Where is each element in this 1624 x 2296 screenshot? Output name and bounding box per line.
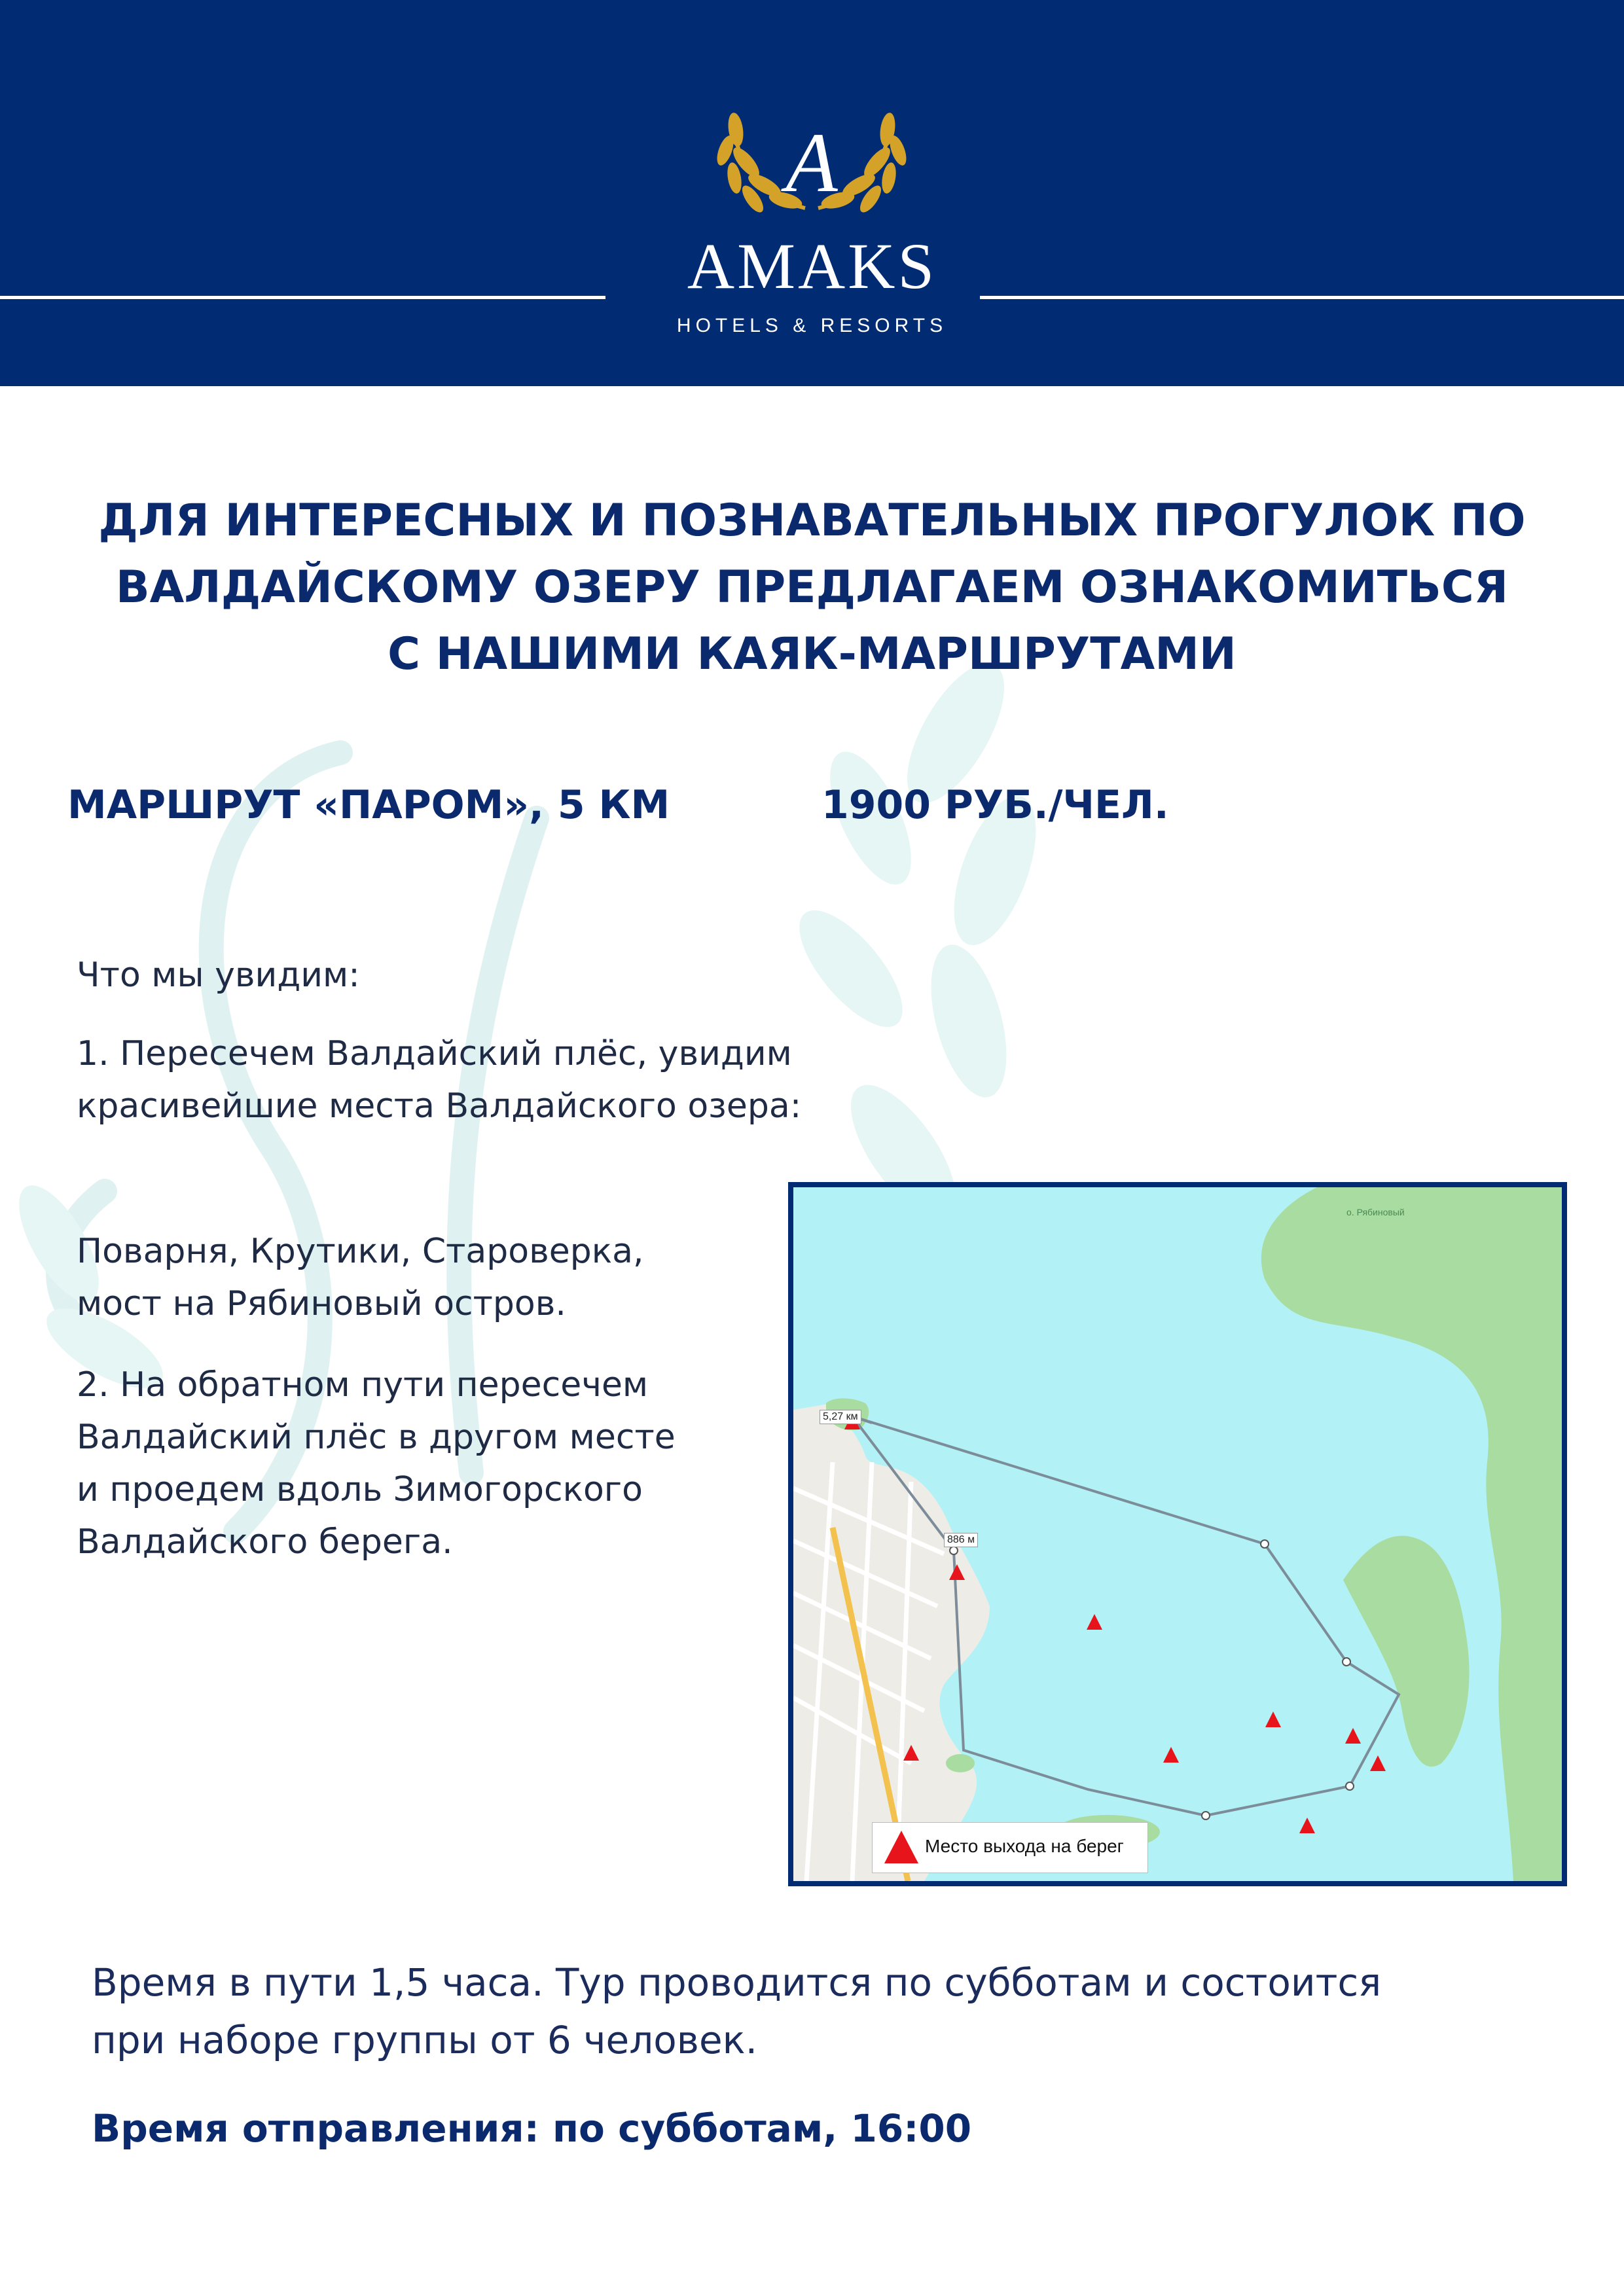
places-line-1: Поварня, Крутики, Староверка,: [77, 1232, 644, 1271]
route-price: 1900 РУБ./ЧЕЛ.: [821, 782, 1169, 828]
landing-marker: [1163, 1747, 1179, 1763]
landing-marker: [1087, 1614, 1102, 1630]
headline-line-2: ВАЛДАЙСКОМУ ОЗЕРУ ПРЕДЛАГАЕМ ОЗНАКОМИТЬСЯ: [115, 562, 1509, 613]
legend-label: Место выхода на берег: [925, 1836, 1124, 1856]
route-map: [788, 1182, 1567, 1886]
peninsula-land: [1261, 1187, 1562, 1881]
brand-subtitle: HOTELS & RESORTS: [676, 315, 948, 336]
headline: [39, 488, 1585, 688]
landing-marker: [1299, 1818, 1315, 1833]
places-line-2: мост на Рябиновый остров.: [77, 1284, 566, 1323]
logo-letter: A: [785, 116, 838, 210]
landing-marker: [1370, 1755, 1386, 1771]
small-island: [946, 1754, 975, 1772]
description-item-1: [77, 1028, 801, 1132]
map-legend: [872, 1822, 1148, 1873]
landing-marker: [1345, 1728, 1361, 1744]
item-2-line-1: 2. На обратном пути пересечем: [77, 1365, 649, 1405]
landing-marker-icon: [882, 1829, 921, 1866]
distance-segment-label: 886 м: [944, 1533, 978, 1547]
duration-line-2: при наборе группы от 6 человек.: [92, 2018, 758, 2062]
headline-line-3: С НАШИМИ КАЯК-МАРШРУТАМИ: [388, 628, 1236, 680]
item-2-line-4: Валдайского берега.: [77, 1522, 453, 1562]
description-places: [77, 1225, 644, 1330]
header-banner: [0, 0, 1624, 386]
description-intro: Что мы увидим:: [77, 956, 360, 995]
peninsula-tongue: [1343, 1536, 1470, 1767]
duration-line-1: Время в пути 1,5 часа. Тур проводится по субботам и состоится: [92, 1960, 1382, 2005]
brand-name: AMAKS: [687, 230, 937, 302]
description-item-2: [77, 1359, 676, 1568]
landing-marker: [1265, 1712, 1281, 1727]
duration-text: [92, 1954, 1381, 2069]
item-1-line-2: красивейшие места Валдайского озера:: [77, 1086, 802, 1126]
item-1-line-1: 1. Пересечем Валдайский плёс, увидим: [77, 1034, 792, 1073]
island-label: о. Рябиновый: [1346, 1207, 1405, 1217]
departure-time: Время отправления: по субботам, 16:00: [92, 2106, 972, 2151]
map-graphic: [793, 1187, 1562, 1881]
item-2-line-3: и проедем вдоль Зимогорского: [77, 1470, 643, 1509]
route-title: МАРШРУТ «ПАРОМ», 5 КМ: [67, 782, 670, 828]
distance-total-label: 5,27 км: [820, 1410, 861, 1424]
item-2-line-2: Валдайский плёс в другом месте: [77, 1418, 676, 1457]
headline-line-1: ДЛЯ ИНТЕРЕСНЫХ И ПОЗНАВАТЕЛЬНЫХ ПРОГУЛОК ПО: [98, 495, 1526, 547]
